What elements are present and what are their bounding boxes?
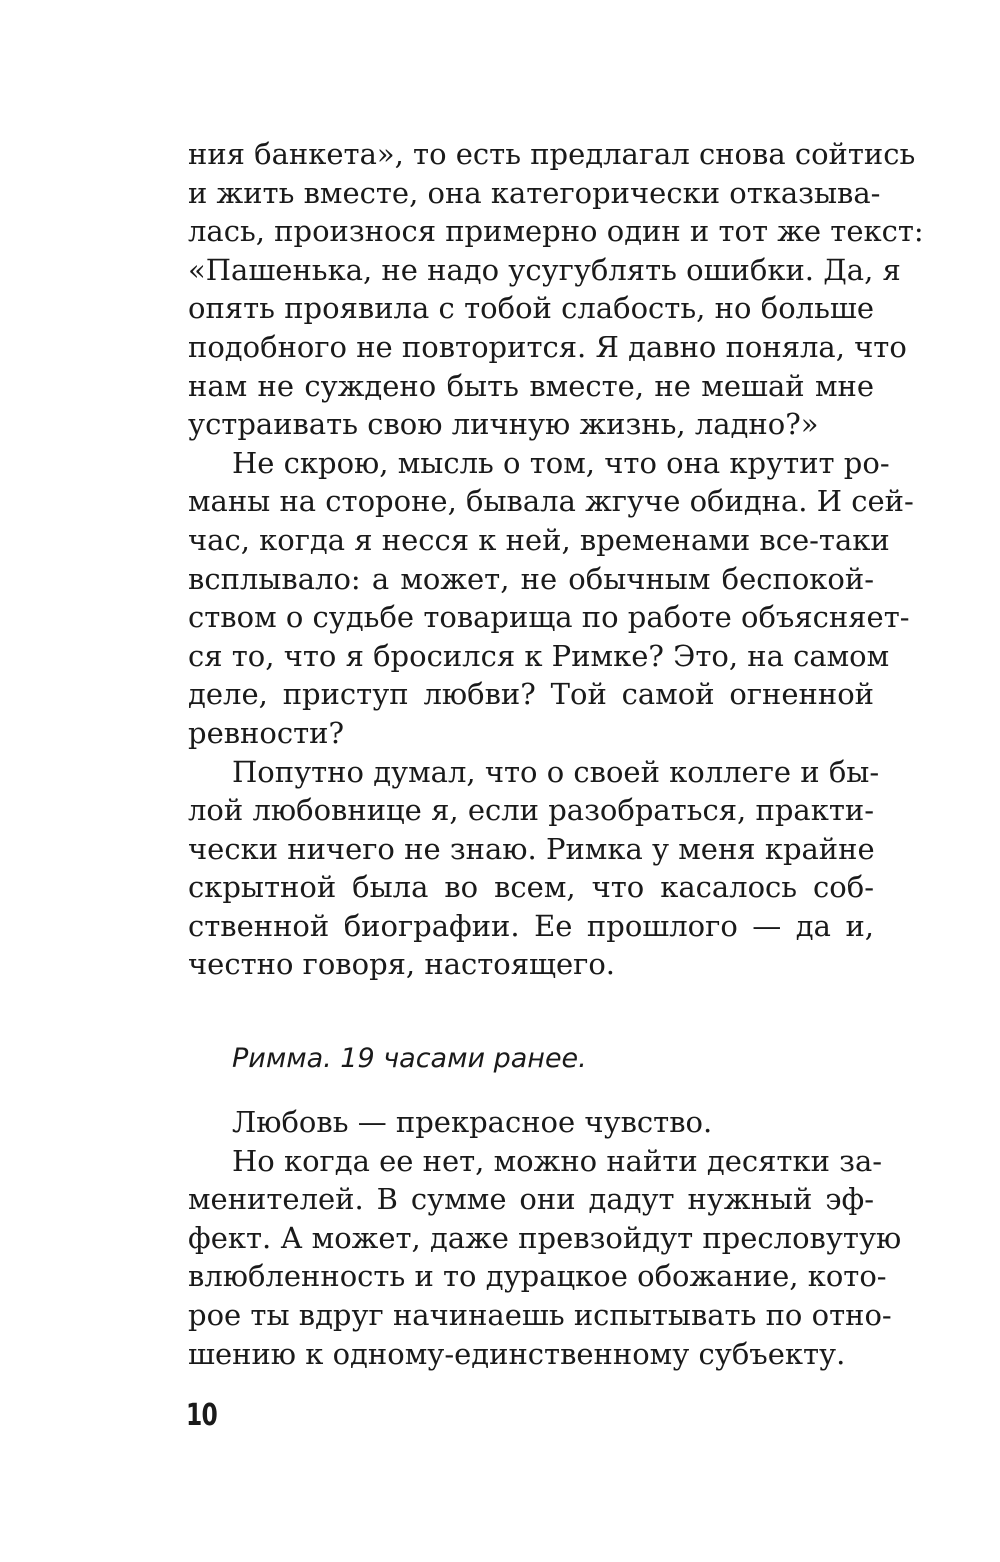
page-number: 10 xyxy=(186,1398,218,1433)
text-line: ством о судьбе товарища по работе объясняет- xyxy=(188,600,910,635)
text-line: ния банкета», то есть предлагал снова сойтись xyxy=(188,137,916,171)
text-line: Но когда ее нет, можно найти десятки за- xyxy=(232,1143,883,1178)
text-line: нам не суждено быть вместе, не мешай мне xyxy=(188,368,874,403)
text-line: шению к одному-единственному субъекту. xyxy=(188,1336,846,1371)
text-line: скрытной была во всем, что касалось соб- xyxy=(188,870,874,905)
text-line: ственной биографии. Ее прошлого — да и, xyxy=(188,908,874,943)
text-line: подобного не повторится. Я давно поняла, что xyxy=(188,329,907,364)
text-line: устраивать свою личную жизнь, ладно?» xyxy=(188,407,819,442)
text-line: Любовь — прекрасное чувство. xyxy=(232,1105,713,1139)
text-line: лой любовнице я, если разобраться, практи- xyxy=(188,793,874,828)
text-line: «Пашенька, не надо усугублять ошибки. Да, я xyxy=(188,252,901,287)
text-line: лась, произнося примерно один и тот же текст: xyxy=(188,214,924,249)
text-line: честно говоря, настоящего. xyxy=(188,947,616,982)
text-line: ревности? xyxy=(188,715,345,750)
text-line: и жить вместе, она категорически отказыва- xyxy=(188,175,881,210)
text-line: ся то, что я бросился к Римке? Это, на самом xyxy=(188,638,890,673)
text-line: рое ты вдруг начинаешь испытывать по отно- xyxy=(188,1297,892,1332)
text-line: деле, приступ любви? Той самой огненной xyxy=(188,677,874,712)
text-line: час, когда я несся к ней, временами все-таки xyxy=(188,522,890,557)
section-heading: Римма. 19 часами ранее. xyxy=(232,1043,587,1074)
text-line: маны на стороне, бывала жгуче обидна. И сей- xyxy=(188,484,914,519)
text-line: чески ничего не знаю. Римка у меня крайне xyxy=(188,831,875,866)
text-line: Попутно думал, что о своей коллеге и бы- xyxy=(232,754,880,789)
text-line: опять проявила с тобой слабость, но больше xyxy=(188,291,874,326)
text-line: всплывало: а может, не обычным беспокой- xyxy=(188,561,874,596)
text-line: Не скрою, мысль о том, что она крутит ро- xyxy=(232,445,890,480)
text-line: влюбленность и то дурацкое обожание, кото- xyxy=(188,1259,887,1294)
text-block-upper xyxy=(188,135,924,984)
text-block-lower xyxy=(188,1103,902,1373)
text-line: менителей. В сумме они дадут нужный эф- xyxy=(188,1182,874,1217)
text-line: фект. А может, даже превзойдут пресловутую xyxy=(188,1220,902,1255)
